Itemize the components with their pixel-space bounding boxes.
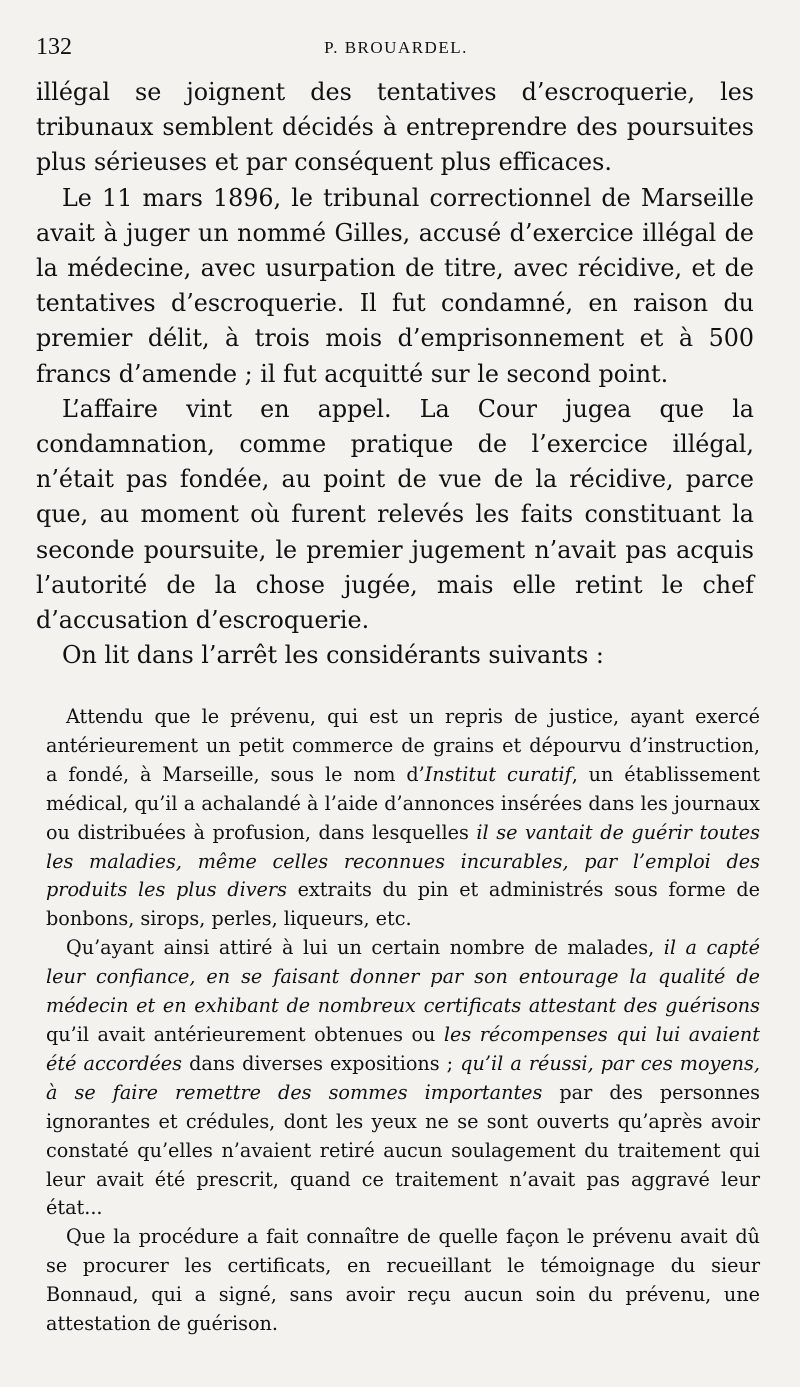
quote-paragraph-attendu xyxy=(46,703,760,934)
quote-italic: il se vantait de guérir toutes les maladies, même celles reconnues incurables, par l’emploi des produits les plus divers xyxy=(46,820,760,902)
quote-italic: les récompenses qui lui avaient été accordées xyxy=(46,1022,760,1075)
quote-text: par des personnes ignorantes et crédules, dont les yeux ne se sont ouverts qu’après avoir constaté qu’elles n’avaient retiré aucun soulagement du traitement qui leur avait été prescrit, quand ce traitement n’avait pas aggravé leur état... xyxy=(46,1080,760,1220)
page-number: 132 xyxy=(36,34,72,60)
quote-text: , un établissement médical, qu’il a achalandé à l’aide d’annonces insérées dans les journaux ou distribuées à profusion, dans lesquelles xyxy=(46,762,760,844)
main-text xyxy=(36,75,754,673)
quote-italic: qu’il a réussi, par ces moyens, à se faire remettre des sommes importantes xyxy=(46,1051,760,1104)
paragraph-appel: L’affaire vint en appel. La Cour jugea que la condamnation, comme pratique de l’exercice illégal, n’était pas fondée, au point de vue de la récidive, parce que, au moment où furent relevés les faits constituant la seconde poursuite, le premier jugement n’avait pas acquis l’autorité de la chose jugée, mais elle retint le chef d’accusation d’escroquerie. xyxy=(36,394,754,635)
quote-text: dans diverses expositions ; xyxy=(182,1051,461,1075)
paragraph-considerants-intro: On lit dans l’arrêt les considérants suivants : xyxy=(62,641,604,670)
quote-text: Qu’ayant ainsi attiré à lui un certain nombre de malades, xyxy=(66,936,664,960)
quote-paragraph-procedure: Que la procédure a fait connaître de quelle façon le prévenu avait dû se procurer les certificats, en recueillant le témoignage du sieur Bonnaud, qui a signé, sans avoir reçu aucun soin du prévenu, une attestation de guérison. xyxy=(46,1225,760,1336)
quote-text: qu’il avait antérieurement obtenues ou xyxy=(46,1022,444,1046)
quote-text: Attendu que le prévenu, qui est un repris de justice, ayant exercé antérieurement un petit commerce de grains et dépourvu d’instruction, a fondé, à Marseille, sous le nom d’ xyxy=(46,705,760,786)
page-header xyxy=(36,34,756,66)
quote-text: extraits du pin et administrés sous forme de bonbons, sirops, perles, liqueurs, etc. xyxy=(46,878,761,931)
quote-paragraph-ayant-attire xyxy=(46,934,760,1223)
court-ruling-quote xyxy=(46,703,760,1339)
quote-italic: Institut curatif xyxy=(424,762,572,786)
quote-italic: il a capté leur confiance, en se faisant donner par son entourage la qualité de médecin et en exhibant de nombreux certificats attestant des guérisons xyxy=(46,936,760,1018)
running-head: P. BROUARDEL. xyxy=(324,38,468,57)
paragraph-continuation: illégal se joignent des tentatives d’escroquerie, les tribunaux semblent décidés à entreprendre des poursuites plus sérieuses et par conséquent plus efficaces. xyxy=(36,78,754,177)
paragraph-tribunal-marseille: Le 11 mars 1896, le tribunal correctionnel de Marseille avait à juger un nommé Gilles, accusé d’exercice illégal de la médecine, avec usurpation de titre, avec récidive, et de tentatives d’escroquerie. Il fut condamné, en raison du premier délit, à trois mois d’emprisonnement et à 500 francs d’amende ; il fut acquitté sur le second point. xyxy=(36,183,754,388)
